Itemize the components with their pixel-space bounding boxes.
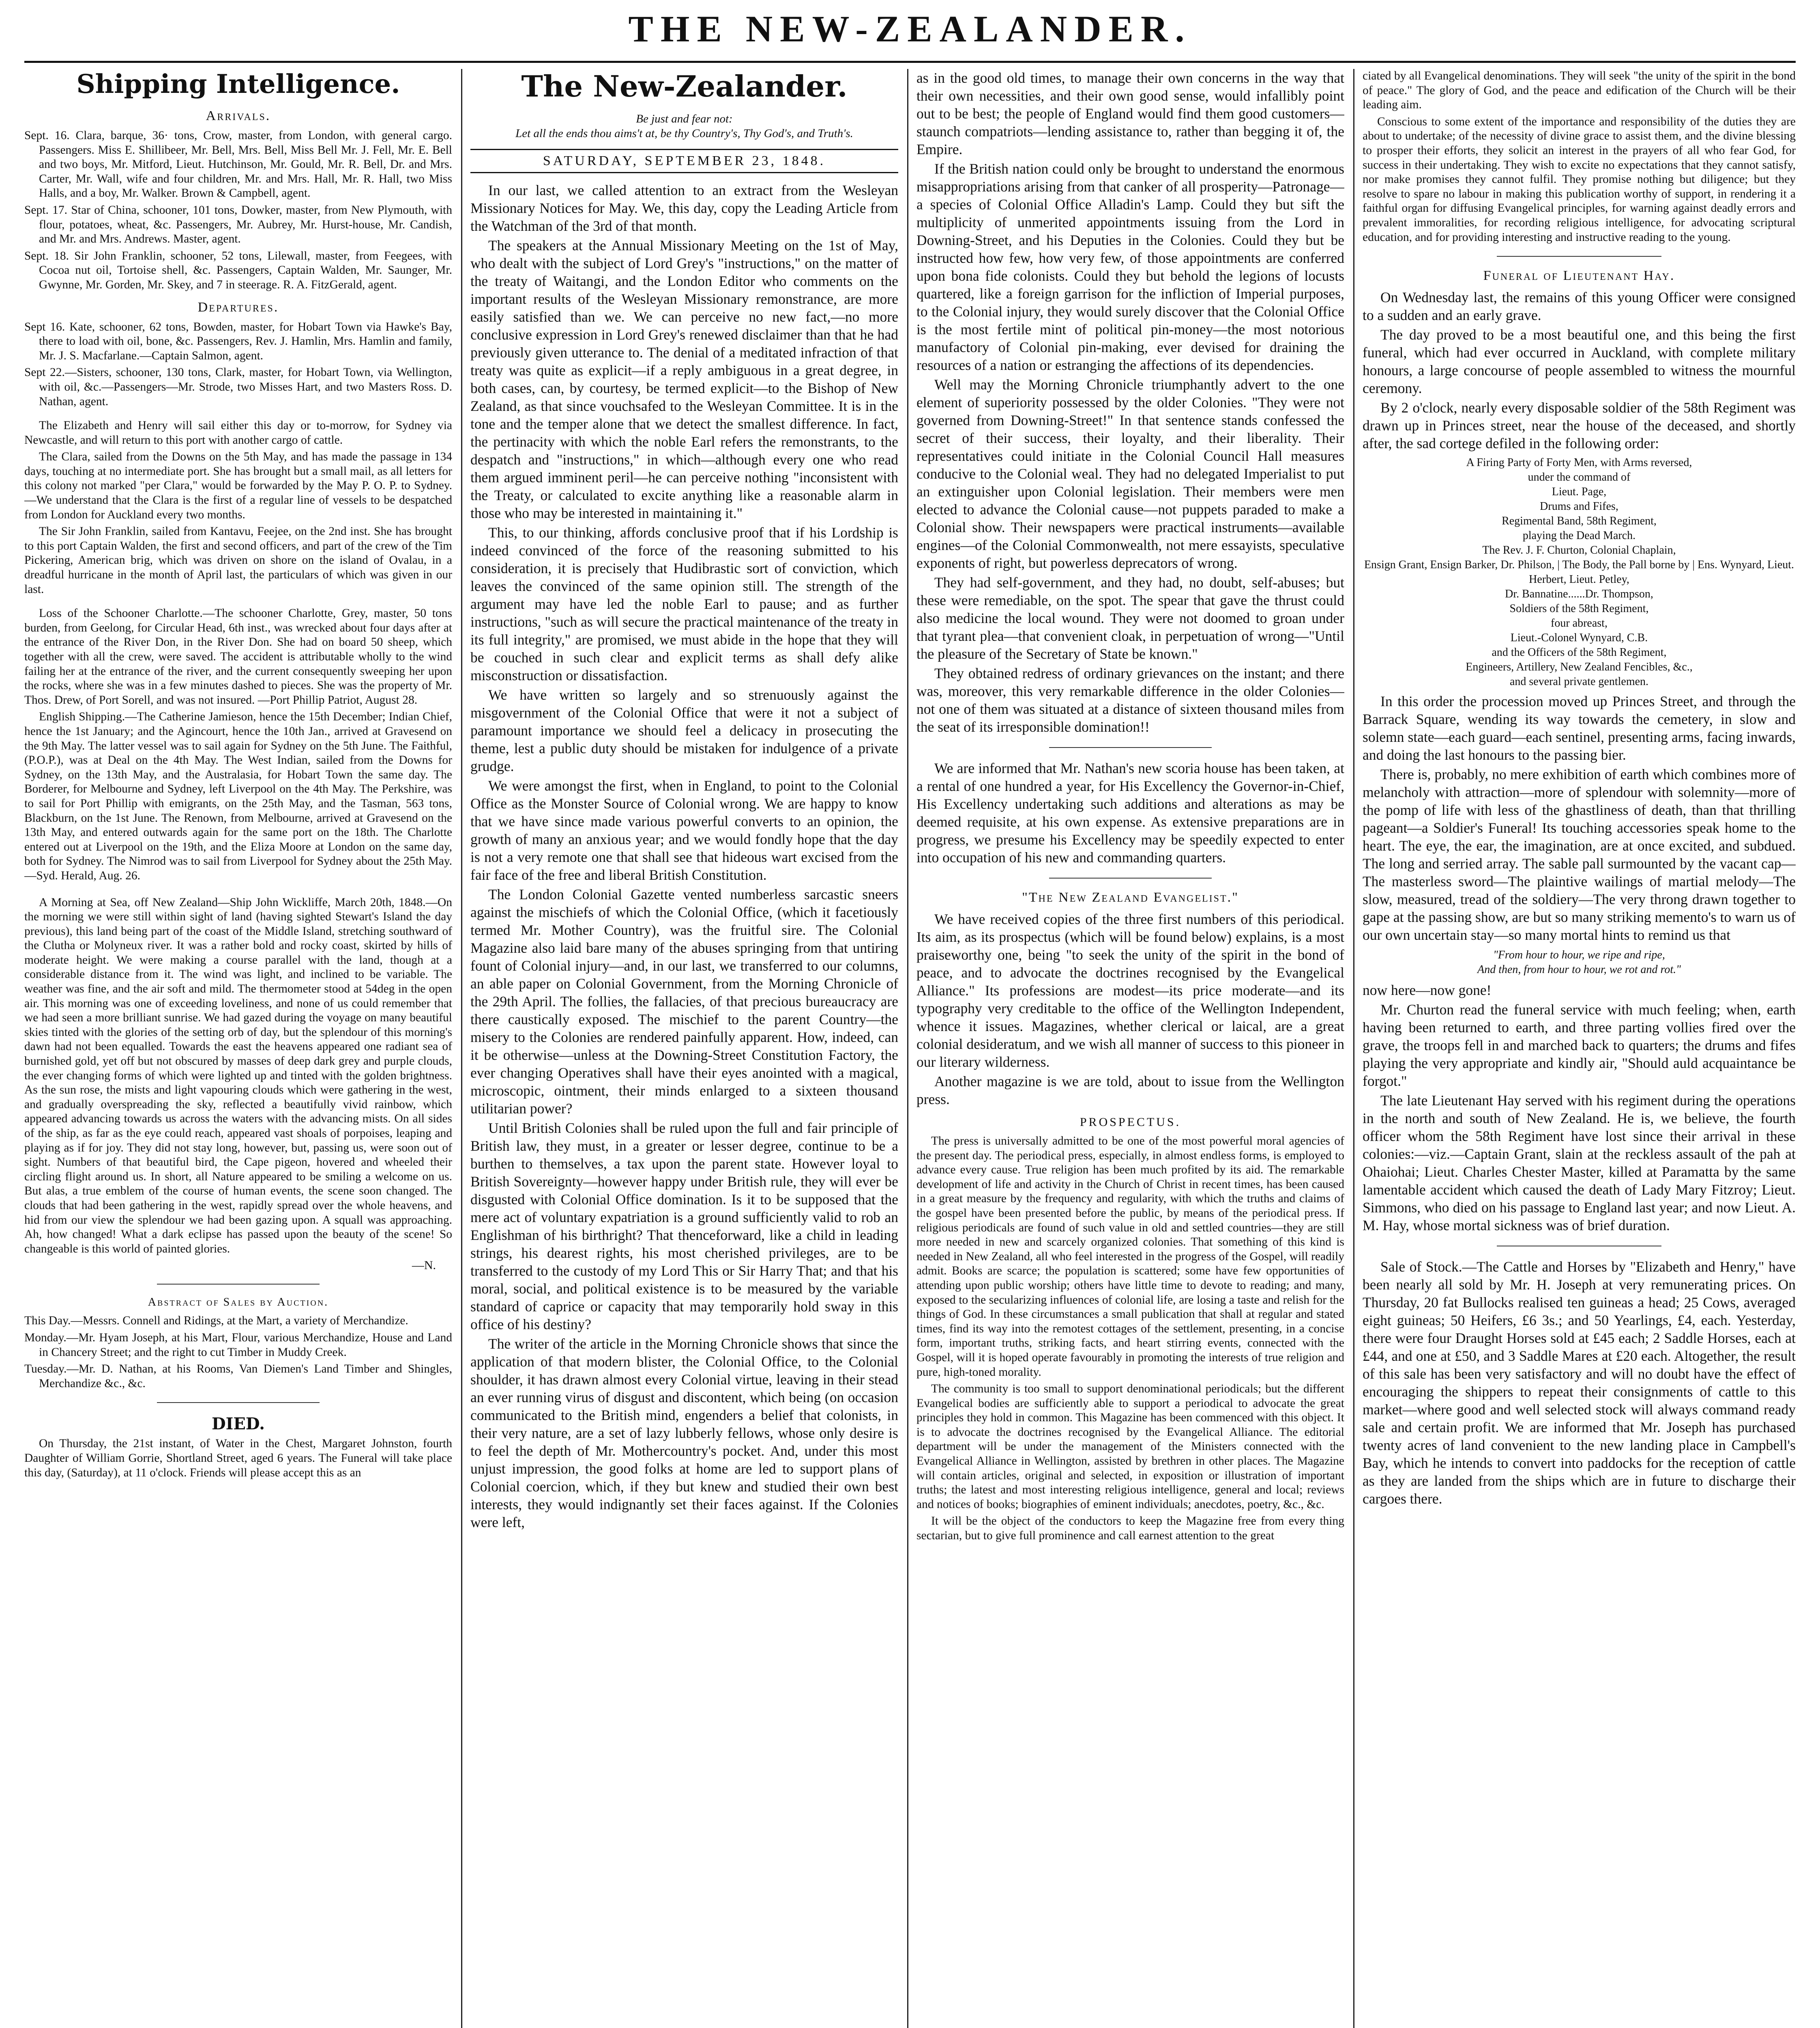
procession-line: The Rev. J. F. Churton, Colonial Chaplain, bbox=[1482, 544, 1676, 557]
dateline: SATURDAY, SEPTEMBER 23, 1848. bbox=[470, 149, 898, 173]
arrival-entry: Sept. 18. Sir John Franklin, schooner, 52 tons, Lilewall, master, from Feegees, with Cocoa nut oil, Tortoise shell, &c. Passengers, Captain Walden, Mr. Saunger, Mr. Gwynne, Mr. Gorden, Mr. Skey, and 7 in steerage. R. A. FitzGerald, agent. bbox=[24, 249, 452, 291]
editorial-paragraph: They had self-government, and they had, no doubt, self-abuses; but these were remediable, on the spot. The spear that gave the thrust could also medicine the local wound. They were not doomed to groan under that tyrant plea—that convenient cloak, in perpetuation of wrong—"Until the pleasure of the Secretary of State be known." bbox=[916, 574, 1344, 662]
procession-line: Lieut.-Colonel Wynyard, C.B. bbox=[1510, 632, 1648, 644]
evangelist-heading: "The New Zealand Evangelist." bbox=[1022, 890, 1239, 905]
english-shipping: English Shipping.—The Catherine Jamieson, hence the 15th December; Indian Chief, hence the 1st January; and the Agincourt, hence the 10th Jan., arrived at Gravesend on the 9th May. The latter vessel was to sail again for Sydney on the 5th June. The Faithful, (P.O.P.), was at Deal on the 4th May. The West Indian, sailed from the Downs for Sydney, on the 13th May, and the Australasia, for Hobart Town the same day. The Borderer, for Melbourne and Sydney, left Liverpool on the 4th May. The Perkshire, was to sail for Port Phillip with emigrants, on the 25th May, and the Tasman, 563 tons, Blackburn, on the 1st June. The Renown, from Melbourne, arrived at Gravesend on the 13th May, and entered outwards again for the same port on the 18th. The Charlotte entered out at Liverpool on the 19th, and the Eliza Moore at London on the same day, both for Sydney. The Nimrod was to sail from Liverpool for Sydney about the 25th May.—Syd. Herald, Aug. 26. bbox=[24, 710, 452, 882]
divider bbox=[1497, 256, 1661, 257]
died-heading: DIED. bbox=[211, 1414, 265, 1434]
quotation bbox=[1363, 948, 1796, 977]
departure-entry: Sept 22.—Sisters, schooner, 130 tons, Clark, master, for Hobart Town, via Wellington, with oil, &c.—Passengers—Mr. Strode, two Misses Hart, and two Masters Ross. D. Nathan, agent. bbox=[24, 366, 452, 408]
arrivals-heading: Arrivals. bbox=[206, 108, 271, 123]
departures-heading: Departures. bbox=[197, 299, 279, 315]
procession-list bbox=[1363, 455, 1796, 689]
column-funeral bbox=[1363, 69, 1796, 2028]
divider bbox=[157, 1284, 320, 1285]
masthead: THE NEW-ZEALANDER. bbox=[628, 8, 1192, 49]
masthead-rule bbox=[24, 61, 1796, 63]
editorial-paragraph: The writer of the article in the Morning Chronicle shows that since the application of that modern blister, the Colonial Office, to the Colonial shoulder, it has drawn almost every Colonial virtue, leaving in their stead an ever running virus of disgust and discontent, which being (on occasion communicated to the British mind, engenders a belief that colonists, in their very nature, are a set of lazy lubberly fellows, whose only desire is to feel the depth of Mr. Mothercountry's pocket. And, under this most unjust impression, the good folks at home are led to support plans of Colonial coercion, which, if they but knew and studied their own best interests, they would indignantly set their faces against. If the Colonies were left, bbox=[470, 1336, 898, 1530]
editorial-paragraph: Well may the Morning Chronicle triumphantly advert to the one element of superiority possessed by the older Colonies. "They were not governed from Downing-Street!" In that sentence stands confessed the secret of their success, their loyalty, and their liberality. Their representatives could initiate in the Colonial Council Hall measures conducive to the Colonial weal. They had no delegated Imperialist to put an extinguisher upon Colonial legislation. Their members were men elected to advance the Colonial cause—not puppets paraded to make a Colonial show. Their newspapers were practical instruments—available engines—of the Colonial Commonwealth, not mere essayists, speculative exponents of right, but powerless deprecators of wrong. bbox=[916, 376, 1344, 571]
auction-entry: This Day.—Messrs. Connell and Ridings, at the Mart, a variety of Merchandize. bbox=[24, 1314, 408, 1328]
funeral-paragraph: The late Lieutenant Hay served with his regiment during the operations in the north and south of New Zealand. He is, we believe, the fourth officer whom the 58th Regiment have lost since their arrival in these colonies:—viz.—Captain Grant, slain at the reckless assault of the pah at Ohaiohai; Lieut. Charles Chester Master, killed at Paramatta by the same lamentable accident which caused the death of Lady Mary Fitzroy; Lieut. Simmons, who died on his passage to England last year; and now Lieut. A. M. Hay, whose mortal sickness was of brief duration. bbox=[1363, 1092, 1796, 1234]
prospectus-paragraph: The community is too small to support denominational periodicals; but the different Evangelical bodies are sufficiently able to support a periodical to advocate the great principles they hold in common. This Magazine has been commenced with this object. It is to advocate the doctrines recognised by the Evangelical Alliance. The editorial department will be under the management of the Ministers connected with the Evangelical Alliance in Wellington, assisted by brethren in other places. The Magazine will contain articles, original and selected, in exposition or illustration of important truths; the latest and most interesting religious intelligence, general and local; reviews and notices of books; biographies of eminent individuals; anecdotes, poetry, &c., &c. bbox=[916, 1382, 1344, 1511]
paper-title: The New-Zealander. bbox=[521, 69, 848, 103]
motto-line: Be just and fear not: bbox=[636, 112, 733, 125]
column-rule bbox=[907, 69, 908, 2028]
shipping-note: The Elizabeth and Henry will sail either this day or to-morrow, for Sydney via Newcastle, and will return to this port with another cargo of cattle. bbox=[24, 419, 452, 447]
editorial-paragraph: as in the good old times, to manage their own concerns in the way that their own necessities, and their own good sense, would infallibly point out to be best; the people of England would find them good customers—staunch compatriots—lending assistance to, rather than begging it of, the Empire. bbox=[916, 70, 1344, 157]
sale-of-stock: Sale of Stock.—The Cattle and Horses by "Elizabeth and Henry," have been nearly all sold by Mr. H. Joseph at very remunerating prices. On Thursday, 20 fat Bullocks realised ten guineas a head; 25 Cows, averaged eight guineas; 50 Heifers, £6 3s.; and 50 Yearlings, £4, each. Yesterday, there were four Draught Horses sold at £45 each; 2 Saddle Horses, each at £44, and one at £50, and 3 Saddle Mares at £20 each. Altogether, the result of this sale has been very satisfactory and will no doubt have the effect of encouraging the shippers to repeat their consignments of cattle to this market—where good and well selected stock will always command ready sale and certain profit. We are informed that Mr. Joseph has purchased twenty acres of land convenient to the new landing place in Campbell's Bay, which he intends to convert into paddocks for the reception of cattle as they are landed from the ships which are in future to discharge their cargoes there. bbox=[1363, 1259, 1796, 1507]
evangelist-paragraph: We have received copies of the three first numbers of this periodical. Its aim, as its prospectus (which will be found below) explains, is a most praiseworthy one, being "to seek the unity of the spirit in the bond of peace, and to advocate the doctrines recognised by the Evangelical Alliance." Its professions are modest—its price moderate—and its typography very creditable to the office of the Wellington Independent, whence it issues. Magazines, whether clerical or laical, are a great colonial desideratum, and we wish all manner of success to this pioneer in our literary wilderness. bbox=[916, 911, 1344, 1070]
procession-line: Ensign Grant, Ensign Barker, Dr. Philson, | The Body, the Pall borne by | Ens. Wynyard, Lieut. Herbert, Lieut. Petley, bbox=[1364, 559, 1794, 586]
morning-signature: —N. bbox=[412, 1259, 436, 1272]
procession-line: Drums and Fifes, bbox=[1540, 500, 1618, 513]
shipping-note: The Clara, sailed from the Downs on the 5th May, and has made the passage in 134 days, touching at no intermediate port. She has brought but a small mail, as all letters for this colony not marked "per Clara," would be forwarded by the May P. O. P. to Sydney.—We understand that the Clara is the first of a regular line of vessels to be despatched from London for Auckland every two months. bbox=[24, 450, 452, 521]
column-rule bbox=[461, 69, 462, 2028]
procession-line: Lieut. Page, bbox=[1552, 486, 1607, 498]
auction-heading: Abstract of Sales by Auction. bbox=[148, 1296, 329, 1309]
arrival-entry: Sept. 17. Star of China, schooner, 101 tons, Dowker, master, from New Plymouth, with flour, potatoes, wheat, &c. Passengers, Mr. Aubrey, Mr. Hurst-house, Mr. Candish, and Mr. and Mrs. Andrews. Master, agent. bbox=[24, 203, 452, 246]
morning-at-sea: A Morning at Sea, off New Zealand—Ship John Wickliffe, March 20th, 1848.—On the morning we were still within sight of land (having sighted Stewart's Island the day previous), this land being part of the coast of the Middle Island, stretching southward of the Clutha or Molyneux river. It was a rather bold and rocky coast, skirted by hills of moderate height. We were making a course parallel with the land, though at a considerable distance from it. The wind was light, and inclined to be variable. The weather was fine, and the air soft and mild. The thermometer stood at 54deg in the open air. This morning was one of exceeding loveliness, and none of us could remember that we had seen a more brilliant sunrise. We had gazed during the voyage on many beautiful skies tinted with the glories of the setting orb of day, but the splendour of this morning's dawn had not been equalled. Towards the east the heavens appeared one radiant sea of burnished gold, yet off but not obscured by masses of deep dark grey and purple clouds, the ever changing forms of which were lighted up and tinted with the golden brightness. As the sun rose, the mists and light vapouring clouds which were gathering in the west, and gradually overspreading the sky, reflected a beautifully vivid rainbow, which appeared advancing towards us across the waters with the advancing mists. On all sides of the ship, as far as the eye could reach, appeared vast shoals of porpoises, leaping and playing as if for joy. They did not stay long, however, but, passing us, were soon out of sight. Numbers of that beautiful bird, the Cape pigeon, hovered and wheeled their circling flight around us. In short, all Nature appeared to be smiling a welcome on us. But alas, a true emblem of the course of human events, the scene soon changed. The clouds that had been gathering in the west, rapidly spread over the whole heavens, and hid from our view the splendour we had been gazing upon. A squall was approaching. Ah, how changed! What a dark eclipse has passed upon the beauty of the scene! So changeable is this world of painted glories. bbox=[24, 896, 452, 1255]
prospectus-paragraph: It will be the object of the conductors to keep the Magazine free from every thing sectarian, but to give full prominence and call earnest attention to the great bbox=[916, 1515, 1344, 1542]
editorial-paragraph: In our last, we called attention to an extract from the Wesleyan Missionary Notices for May. We, this day, copy the Leading Article from the Watchman of the 3rd of that month. bbox=[470, 182, 898, 234]
funeral-paragraph: By 2 o'clock, nearly every disposable soldier of the 58th Regiment was drawn up in Princes street, near the house of the deceased, and shortly after, the sad cortege defiled in the following order: bbox=[1363, 400, 1796, 452]
procession-line: playing the Dead March. bbox=[1522, 529, 1636, 542]
arrival-entry: Sept. 16. Clara, barque, 36· tons, Crow, master, from London, with general cargo. Passengers. Miss E. Shillibeer, Mr. Bell, Mrs. Bell, Miss Bell Mr. J. Fell, Mr. E. Bell and two boys, Mr. Mitford, Lieut. Hutchinson, Mr. Gould, Mr. R. Bell, Dr. and Mrs. Carter, Mr. Wall, wife and four children, Mr. and Mrs. Hall, Mr. R. Hall, two Miss Halls, and a boy, Mr. Walker. Brown & Campbell, agent. bbox=[24, 129, 452, 200]
departure-entry: Sept 16. Kate, schooner, 62 tons, Bowden, master, for Hobart Town via Hawke's Bay, there to load with oil, bone, &c. Passengers, Rev. J. Hamlin, Mrs. Hamlin and family, Mr. J. S. Macfarlane.—Captain Salmon, agent. bbox=[24, 320, 452, 362]
auction-entry: Monday.—Mr. Hyam Joseph, at his Mart, Flour, various Merchandize, House and Land in Chancery Street; and the right to cut Timber in Muddy Creek. bbox=[24, 1331, 452, 1359]
editorial-paragraph: If the British nation could only be brought to understand the enormous misappropriations arising from that canker of all prosperity—Patronage—a species of Colonial Office Alladin's Lamp. Could they but sift the multiplicity of unmerited appointments issuing from the Lord in Downing-Street, and his Deputies in the Colonies. Could they but be instructed how few, how very few, of those appointments are conferred upon bona fide colonists. Could they but behold the legions of locusts quartered, like a foreign garrison for the infliction of Imperial purposes, to the Colonial injury, they would surely discover that the Colonial Office is the most fertile mint of political pin-money—the most notorious manufactory of Colonial pin-making, ever devised for draining the resources of a nation or estranging the affections of its dependencies. bbox=[916, 161, 1344, 373]
funeral-paragraph: In this order the procession moved up Princes Street, and through the Barrack Square, wending its way towards the cemetery, in slow and solemn state—each guard—each sentinel, presenting arms, facing inwards, and doing the last honours to the passing bier. bbox=[1363, 693, 1796, 763]
editorial-paragraph: This, to our thinking, affords conclusive proof that if his Lordship is indeed convinced of the force of the reasoning submitted to his consideration, it is precisely that Hudibrastic sort of conviction, which leaves the convinced of the same opinion still. The strength of the argument may have led the noble Earl to pause; and as further instructions, "such as will secure the practical maintenance of the treaty in its full integrity," are promised, we must abide in the hope that they will be couched in such clear and explicit terms as shall defy alike misconstruction or dissatisfaction. bbox=[470, 524, 898, 683]
quotation-line: And then, from hour to hour, we rot and rot." bbox=[1477, 963, 1681, 976]
shipping-heading: Shipping Intelligence. bbox=[76, 69, 400, 99]
prospectus-continued: Conscious to some extent of the importance and responsibility of the duties they are about to undertake; of the necessity of divine grace to assist them, and the divine blessing to prosper their efforts, they solicit an interest in the prayers of all who fear God, for success in their undertaking. They wish to excite no expectations that they cannot satisfy, nor make promises they cannot fulfil. They promise nothing but diligence; but they resolve to spare no labour in making this publication worthy of support, in rendering it a faithful organ for diffusing Evangelical principles, for warning against deadly errors and prevalent immoralities, for recording religious intelligence, for advocating scriptural education, and for providing interesting and instructive reading to the young. bbox=[1363, 115, 1796, 244]
loss-of-schooner: Loss of the Schooner Charlotte.—The schooner Charlotte, Grey, master, 50 tons burden, from Geelong, for Circular Head, 6th inst., was wrecked about four days after at the entrance of the River Don, in the River Don. She had on board 50 sheep, which together with all the crew, were saved. The accident is attributable wholly to the wind failing her at the entrance of the river, and the current consequently sweeping her upon the rocks, where she was in a few minutes dashed to pieces. She was the property of Mr. Thos. Drew, of Port Sorell, and was not insured. —Port Phillip Patriot, August 28. bbox=[24, 607, 452, 707]
procession-line: under the command of bbox=[1528, 471, 1631, 484]
shipping-note: The Sir John Franklin, sailed from Kantavu, Feejee, on the 2nd inst. She has brought to this port Captain Walden, the first and second officers, and part of the crew of the Tim Pickering, American brig, which was driven on shore on the island of Ovalau, in a dreadful hurricane in the month of April last, the particulars of which was given in our last. bbox=[24, 525, 452, 596]
procession-line: Dr. Bannatine......Dr. Thompson, bbox=[1505, 588, 1653, 601]
procession-line: A Firing Party of Forty Men, with Arms reversed, bbox=[1466, 456, 1692, 469]
column-editorial bbox=[470, 69, 898, 2028]
funeral-heading: Funeral of Lieutenant Hay. bbox=[1483, 268, 1675, 284]
prospectus-paragraph: The press is universally admitted to be one of the most powerful moral agencies of the present day. The periodical press, especially, in almost endless forms, is employed to advance every cause. True religion has been much profited by its aid. The remarkable development of life and activity in the Church of Christ in recent times, has been caused in a great measure by the frequency and regularity, with which the truths and claims of the gospel have been presented before the public, by means of the periodical press. If religious periodicals are found of such value in old and settled countries—they are still more needed in new and scarcely organized colonies. That something of this kind is needed in New Zealand, all who feel interested in the progress of the Gospel, will readily admit. Books are scarce; the population is scattered; some have few opportunities of attending upon public worship; others have little time to devote to reading; and many, exposed to the secularizing influences of colonial life, are losing a taste and relish for the things of God. In these circumstances a small publication that shall at regular and stated times, find its way into the remotest cottages of the settlement, presenting, in a concise form, important truths, striking facts, and heart stirring events, connected with the Gospel, will it is hoped operate favourably in promoting the interests of true religion and pure, high-toned morality. bbox=[916, 1134, 1344, 1379]
nathan-house-paragraph: We are informed that Mr. Nathan's new scoria house has been taken, at a rental of one hundred a year, for His Excellency the Governor-in-Chief, His Excellency undertaking such additions and alterations as may be deemed requisite, at his own expense. As extensive preparations are in progress, we presume his Excellency may be speedily expected to enter into occupation of his new and commanding quarters. bbox=[916, 760, 1344, 866]
divider bbox=[157, 1402, 320, 1403]
editorial-paragraph: The London Colonial Gazette vented numberless sarcastic sneers against the mischiefs of which the Colonial Office, (which it facetiously termed Mr. Mother Country), was the fruitful sire. The Colonial Magazine also laid bare many of the abuses springing from that untiring fount of Colonial injury—and, in our last, we transferred to our columns, an able paper on Colonial Government, from the Morning Chronicle of the 29th April. The follies, the fallacies, of that precious bureaucracy are there caustically exposed. The mischief to the parent Country—the misery to the Colonies are rendered painfully apparent. How, indeed, can it be otherwise—unless at the Downing-Street Constitution Factory, the ever changing Operatives shall have their eyes anointed with a magical, microscopic, ointment, their minds enlarged to a sixteen thousand utilitarian power? bbox=[470, 886, 898, 1117]
procession-line: Soldiers of the 58th Regiment, bbox=[1509, 602, 1649, 615]
died-notice: On Thursday, the 21st instant, of Water in the Chest, Margaret Johnston, fourth Daughter of William Gorrie, Shortland Street, aged 6 years. The Funeral will take place this day, (Saturday), at 11 o'clock. Friends will please accept this as an bbox=[24, 1437, 452, 1479]
editorial-paragraph: The speakers at the Annual Missionary Meeting on the 1st of May, who dealt with the subject of Lord Grey's "instructions," on the matter of the treaty of Waitangi, and the London Editor who comments on the important results of the Wesleyan Missionary remonstrance, are more easily satisfied than we. We can perceive no new fact,—no more conclusive expression in Lord Grey's renewed disclaimer than that he had previously given utterance to. The denial of a meditated infraction of that treaty was quite as explicit—if a reply ambiguous in a great degree, in both cases, can, by courtesy, be termed explicit—to the Bishop of New Zealand, as that since vouchsafed to the Wesleyan Committee. It is in the tone and the temper alone that we detect the smallest difference. In fact, the pertinacity with which the noble Earl refers the remonstrants, to the despatch and "instructions," in which—although every one who read them argued imminent peril—he can perceive nothing "inconsistent with the Treaty, or calculated to excite anything like a reasonable alarm in those who may be interested in maintaining it." bbox=[470, 237, 898, 521]
evangelist-paragraph: Another magazine is we are told, about to issue from the Wellington press. bbox=[916, 1073, 1344, 1107]
motto-line: Let all the ends thou aims't at, be thy Country's, Thy God's, and Truth's. bbox=[515, 127, 853, 140]
editorial-paragraph: We were amongst the first, when in England, to point to the Colonial Office as the Monster Source of Colonial wrong. We are happy to know that we have since made various powerful converts to an opinion, the growth of many an anxious year; and we would fondly hope that the day is not a very remote one that shall see that hideous wart excised from the fair face of the free and liberal British Constitution. bbox=[470, 778, 898, 883]
funeral-paragraph: The day proved to be a most beautiful one, and this being the first funeral, which had ever occurred in Auckland, with complete military honours, a large concourse of people assembled to witness the mournful ceremony. bbox=[1363, 327, 1796, 397]
procession-line: Engineers, Artillery, New Zealand Fencibles, &c., bbox=[1466, 661, 1693, 674]
editorial-paragraph: Until British Colonies shall be ruled upon the full and fair principle of British law, they must, in a greater or lesser degree, continue to be a burthen to themselves, a tax upon the parent state. However loyal to British Sovereignty—however happy under British rule, they will ever be disgusted with Colonial Office domination. Is it to be supposed that the mere act of voluntary expatriation is a ground sufficiently valid to rob an Englishman of his birthright? That thenceforward, like a child in leading strings, his dearest rights, his most cherished privileges, are to be transferred to the custody of my Lord This or Sir Harry That; and that his moral, social, and political existence is to be measured by the variable standard of caprice or capacity that may temporarily hold sway in this office of his destiny? bbox=[470, 1120, 898, 1332]
procession-line: four abreast, bbox=[1551, 617, 1608, 630]
funeral-paragraph: There is, probably, no mere exhibition of earth which combines more of melancholy with attraction—more of splendour with solemnity—more of the pomp of life with less of the ghastliness of death, than that thrilling pageant—a Soldier's Funeral! Its touching accessories speak home to the heart. The eye, the ear, the imagination, are at once excited, and subdued. The long and serried array. The sable pall surmounted by the vacant cap—The masterless sword—The plaintive wailings of martial melody—The slow, measured, tread of the soldiery—The very throng drawn together to gape at the passing show, are but so many striking memento's to warn us of our own uncertain stay—so many mortal hints to remind us that bbox=[1363, 766, 1796, 943]
funeral-paragraph: now here—now gone! bbox=[1363, 982, 1492, 999]
prospectus-continued: ciated by all Evangelical denominations. They will seek "the unity of the spirit in the bond of peace." The glory of God, and the peace and edification of the Church will be their leading aim. bbox=[1363, 69, 1796, 112]
auction-entry: Tuesday.—Mr. D. Nathan, at his Rooms, Van Diemen's Land Timber and Shingles, Merchandize &c., &c. bbox=[24, 1362, 452, 1390]
funeral-paragraph: Mr. Churton read the funeral service with much feeling; when, earth having been returned to earth, and three parting vollies fired over the grave, the troops fell in and marched back to quarters; the drums and fifes playing the very appropriate and kindly air, "Should auld acquaintance be forgot." bbox=[1363, 1001, 1796, 1089]
column-editorial-continued bbox=[916, 69, 1344, 2028]
editorial-paragraph: We have written so largely and so strenuously against the misgovernment of the Colonial Office that were it not a subject of paramount importance we should feel a delicacy in prosecuting the theme, lest a public duty should be mistaken for indulgence of a private grudge. bbox=[470, 687, 898, 774]
editorial-paragraph: They obtained redress of ordinary grievances on the instant; and there was, moreover, this very remarkable difference in the older Colonies—not one of them was situated at a distance of sixteen thousand miles from the seat of its irresponsible domination!! bbox=[916, 665, 1344, 735]
procession-line: and several private gentlemen. bbox=[1509, 675, 1649, 688]
newspaper-page bbox=[24, 0, 1796, 2028]
column-shipping bbox=[24, 69, 452, 2028]
divider bbox=[1049, 747, 1212, 748]
funeral-paragraph: On Wednesday last, the remains of this young Officer were consigned to a sudden and an early grave. bbox=[1363, 289, 1796, 324]
procession-line: and the Officers of the 58th Regiment, bbox=[1492, 646, 1667, 659]
procession-line: Regimental Band, 58th Regiment, bbox=[1502, 515, 1657, 528]
column-rule bbox=[1353, 69, 1354, 2028]
columns bbox=[24, 69, 1796, 2028]
quotation-line: "From hour to hour, we ripe and ripe, bbox=[1493, 949, 1665, 962]
prospectus-heading: PROSPECTUS. bbox=[1080, 1115, 1181, 1129]
divider bbox=[1049, 878, 1212, 879]
